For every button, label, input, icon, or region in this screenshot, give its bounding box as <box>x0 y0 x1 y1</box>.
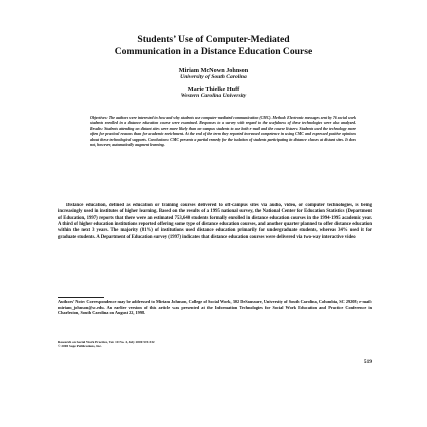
author-affiliation-1: University of South Carolina <box>180 74 247 80</box>
journal-line-2: © 2000 Sage Publications, Inc. <box>58 344 102 349</box>
footnote-rule <box>58 297 104 298</box>
journal-citation <box>58 340 208 349</box>
title-line-2: Communication in a Distance Education Course <box>114 46 313 57</box>
body-text: Distance education, defined as education or training courses delivered to off-campus sites via audio, video, or computer technologies, is being increasingly used in institutes of higher learning. Based on the results of a 1995 national survey, the National Center for Education Statistics (Department of Education, 1997) reports that there were an estimated 753,640 students formally enrolled in distance education courses in the 1994-1995 academic year. A third of higher education institutions reported offering some type of distance education courses, and another quarter planned to offer distance education within the next 3 years. The majority (81%) of institutions used distance education primarily for undergraduate students, whereas 34% used it for graduate students. A Department of Education survey (1997) indicates that distance education courses were delivered via two-way interactive video <box>58 203 372 240</box>
author-affiliation-2: Western Carolina University <box>180 93 247 99</box>
title-line-1: Students’ Use of Computer-Mediated <box>137 34 290 45</box>
author-name-1: Miriam McNown Johnson <box>178 67 249 74</box>
article-title <box>40 34 387 58</box>
author-name-2: Marie Thielke Huff <box>187 86 240 93</box>
page-number: 519 <box>363 359 372 365</box>
authors-note: Authors’ Note: Correspondence may be addressed to Miriam Johnson, College of Social Work, 302 DeSaussure, University of South Carolina, Columbia, SC 29208; e-mail: miriam_johnson@sc.edu. An earlier version of this article was presented at the Information Technologies for Social Work Education and Practice Conference in Charleston, South Carolina on August 22, 1998. <box>58 299 372 316</box>
abstract: Objectives: The authors were interested in how and why students use computer-mediated communication (CMC). Method: Electronic messages sent by 76 social work students enrolled in a distance education course were examined. Responses to a survey with regard to the usefulness of these technologies were also analyzed. Results: Students attending on distant sites were more likely than on-campus students to use both e-mail and the course listserv. Students used the technology more often for practical reasons than for academic enrichment. At the end of the term they reported increased competence in using CMC and expressed positive opinions about these technological supports. Conclusions: CMC presents a partial remedy for the isolation of students participating in distance classes at distant sites. It does not, however, automatically augment learning. <box>90 116 356 148</box>
journal-line-1: Research on Social Work Practice, Vol. 10 No. 4, July 2000 519-532 <box>58 340 155 344</box>
